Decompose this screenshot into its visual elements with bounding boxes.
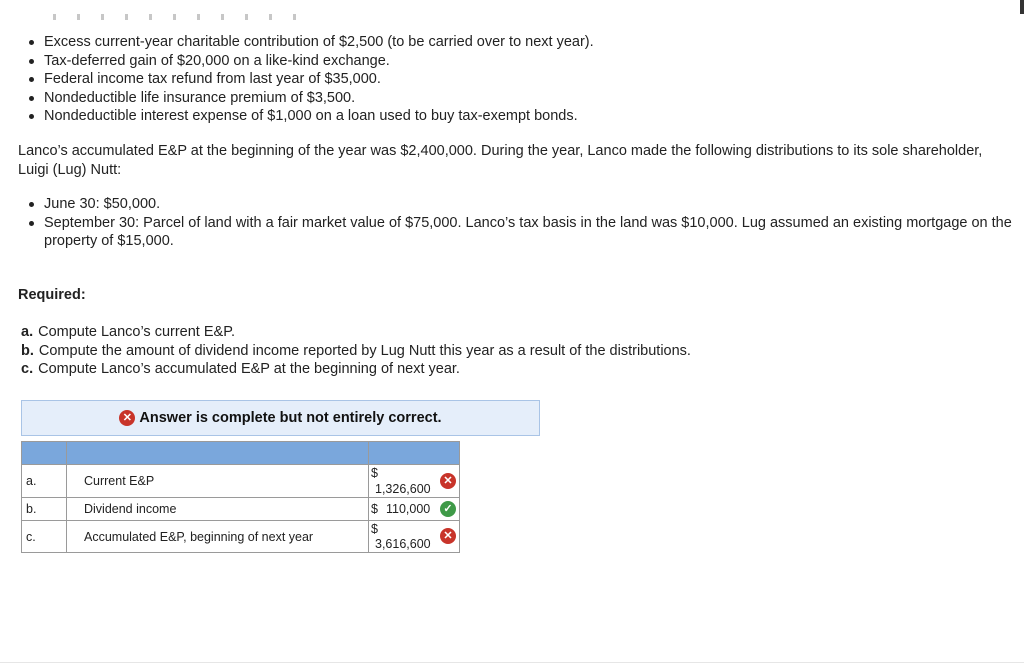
row-label: Current E&P bbox=[67, 465, 369, 498]
row-label: Accumulated E&P, beginning of next year bbox=[67, 521, 369, 553]
row-label: Dividend income bbox=[67, 498, 369, 521]
x-circle-icon: ✕ bbox=[119, 410, 135, 426]
incorrect-icon: ✕ bbox=[440, 528, 456, 544]
row-letter: c. bbox=[22, 521, 67, 553]
clipped-text-line bbox=[44, 14, 314, 20]
list-item: Tax-deferred gain of $20,000 on a like-kind exchange. bbox=[26, 52, 594, 71]
banner-text: Answer is complete but not entirely correct. bbox=[139, 410, 442, 426]
incorrect-icon: ✕ bbox=[440, 473, 456, 489]
answer-status-banner bbox=[21, 400, 540, 436]
requirement-text: Compute Lanco’s accumulated E&P at the beginning of next year. bbox=[38, 361, 460, 378]
accumulated-ep-answer-cell[interactable] bbox=[369, 521, 460, 553]
scrollbar-edge bbox=[1020, 0, 1024, 14]
answer-value: 3,616,600 bbox=[375, 537, 431, 551]
distributions-list bbox=[26, 195, 1024, 251]
divider bbox=[0, 662, 1024, 663]
table-header-row bbox=[22, 442, 460, 465]
row-letter: a. bbox=[22, 465, 67, 498]
requirement-letter: a. bbox=[21, 324, 34, 340]
dividend-income-answer-cell[interactable] bbox=[369, 498, 460, 521]
requirement-text: Compute Lanco’s current E&P. bbox=[38, 324, 236, 340]
current-ep-answer-cell[interactable] bbox=[369, 465, 460, 498]
requirement-item bbox=[21, 360, 691, 379]
list-item: Federal income tax refund from last year of $35,000. bbox=[26, 70, 594, 89]
answer-value: 1,326,600 bbox=[375, 482, 431, 496]
header-cell bbox=[67, 442, 369, 465]
list-item: Nondeductible life insurance premium of $3,500. bbox=[26, 89, 594, 108]
header-cell bbox=[22, 442, 67, 465]
facts-list bbox=[26, 33, 594, 126]
requirement-letter: c. bbox=[21, 361, 34, 378]
list-item: Excess current-year charitable contribution of $2,500 (to be carried over to next year). bbox=[26, 33, 594, 52]
requirement-letter: b. bbox=[21, 342, 34, 359]
currency-symbol: $ bbox=[371, 466, 378, 480]
answer-value: 110,000 bbox=[386, 502, 431, 516]
currency-symbol: $ bbox=[371, 522, 378, 536]
requirement-item bbox=[21, 342, 691, 361]
header-cell bbox=[369, 442, 460, 465]
requirement-text: Compute the amount of dividend income reported by Lug Nutt this year as a result of the distributions. bbox=[38, 342, 691, 359]
requirement-item bbox=[21, 323, 691, 342]
currency-symbol: $ bbox=[371, 502, 378, 516]
answer-table bbox=[21, 441, 460, 553]
row-letter: b. bbox=[22, 498, 67, 521]
required-heading: Required: bbox=[18, 287, 86, 303]
table-row bbox=[22, 465, 460, 498]
requirements-list bbox=[21, 323, 691, 379]
table-row bbox=[22, 498, 460, 521]
intro-paragraph: Lanco’s accumulated E&P at the beginning of the year was $2,400,000. During the year, Lanco made the following distributions to its sole shareholder, Luigi (Lug) Nutt: bbox=[18, 143, 983, 178]
check-icon: ✓ bbox=[440, 501, 456, 517]
list-item: September 30: Parcel of land with a fair market value of $75,000. Lanco’s tax basis in the land was $10,000. Lug assumed an existing mortgage on the property of $15,000. bbox=[26, 214, 1024, 251]
list-item: June 30: $50,000. bbox=[26, 195, 1024, 214]
list-item: Nondeductible interest expense of $1,000 on a loan used to buy tax-exempt bonds. bbox=[26, 107, 594, 126]
table-row bbox=[22, 521, 460, 553]
